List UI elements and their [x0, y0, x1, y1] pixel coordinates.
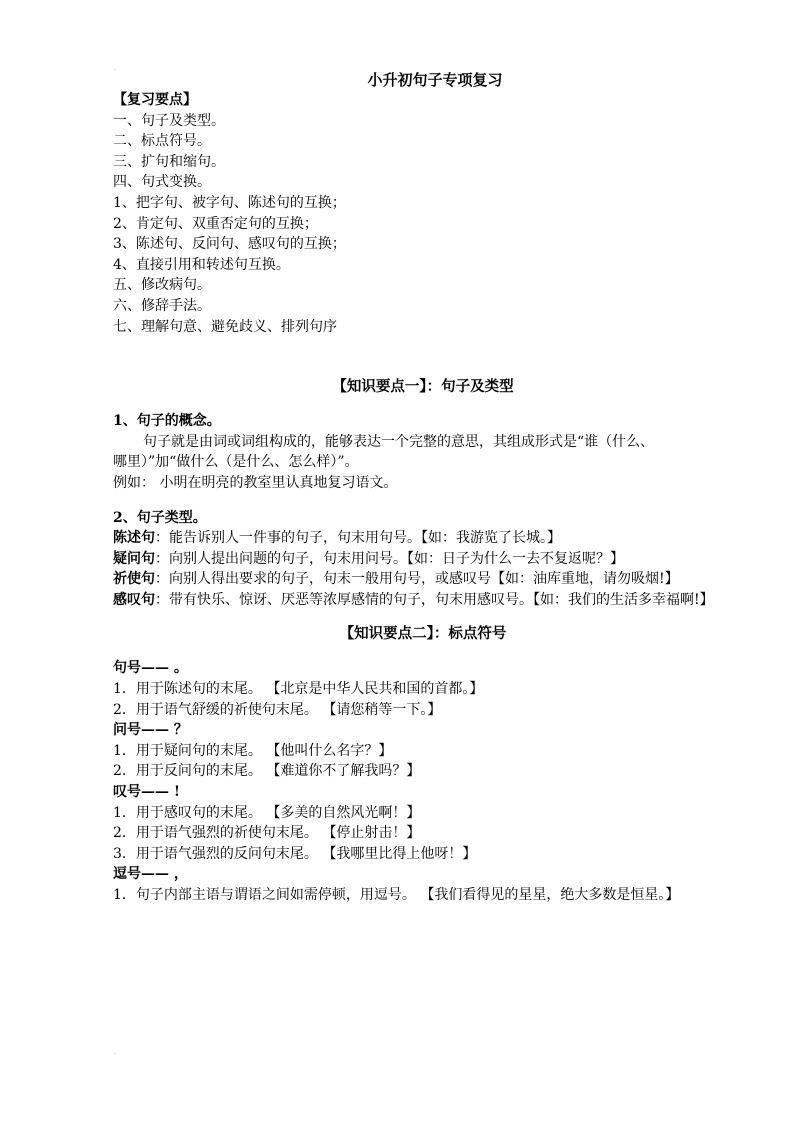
sentence-type-term: 感叹句: [113, 591, 155, 608]
document-title: 小升初句子专项复习: [367, 71, 503, 89]
page-corner-mark: .: [114, 1049, 116, 1056]
punctuation-name: 问号—— ？: [113, 722, 188, 739]
review-section: [113, 90, 733, 337]
punctuation-usage: 1．用于感叹句的末尾。 【多美的自然风光啊！】: [113, 804, 421, 821]
review-item: 4、直接引用和转述句互换。: [113, 256, 290, 273]
punctuation-name: 叹号—— !: [113, 784, 181, 801]
types-title: 2、句子类型。: [113, 509, 207, 526]
review-heading: 【复习要点】: [113, 92, 197, 108]
sentence-type-desc: ：向别人提出问题的句子，句末用问号。【如：日子为什么一去不复返呢？】: [155, 550, 624, 567]
sentence-type-term: 祈使句: [113, 571, 155, 588]
section-heading: 【知识要点一】：句子及类型: [332, 378, 514, 396]
punctuation-usage: 2．用于语气舒缓的祈使句末尾。 【请您稍等一下。】: [113, 701, 442, 718]
sentence-type-term: 陈述句: [113, 530, 155, 547]
review-item: 一、句子及类型。: [113, 112, 225, 129]
section-heading: 【知识要点二】：标点符号: [339, 625, 507, 643]
sentence-type-item: [113, 569, 733, 590]
punctuation-name: 逗号—— ，: [113, 866, 188, 883]
sentence-type-item: [113, 528, 733, 549]
document-page: [113, 70, 733, 906]
page-corner-mark: .: [114, 65, 116, 72]
review-item: 四、句式变换。: [113, 174, 211, 191]
review-item: 3、陈述句、反问句、感叹句的互换；: [113, 236, 346, 253]
sentence-type-desc: ：能告诉别人一件事的句子，句末用句号。【如：我游览了长城。】: [155, 530, 561, 547]
sentence-type-desc: ：带有快乐、惊讶、厌恶等浓厚感情的句子，句末用感叹号。【如：我们的生活多幸福啊!】: [155, 591, 714, 608]
review-item: 三、扩句和缩句。: [113, 153, 225, 170]
punctuation-usage: 3．用于语气强烈的反问句末尾。 【我哪里比得上他呀！】: [113, 845, 477, 862]
review-item: 七、理解句意、避免歧义、排列句序: [113, 318, 337, 335]
concept-text: 哪里）”加“做什么（是什么、怎么样）”。: [113, 454, 359, 471]
punctuation-usage: 1．用于疑问句的末尾。 【他叫什么名字？】: [113, 742, 393, 759]
review-item: 1、把字句、被字句、陈述句的互换；: [113, 194, 346, 211]
sentence-type-item: [113, 549, 733, 570]
punctuation-usage: 1．用于陈述句的末尾。 【北京是中华人民共和国的首都。】: [113, 681, 484, 698]
section-punctuation: [113, 624, 733, 905]
review-item: 二、标点符号。: [113, 133, 211, 150]
concept-example: 例如： 小明在明亮的教室里认真地复习语文。: [113, 474, 398, 491]
sentence-type-term: 疑问句: [113, 550, 155, 567]
review-item: 2、肯定句、双重否定句的互换；: [113, 215, 318, 232]
sentence-type-desc: ：向别人得出要求的句子，句末一般用句号，或感叹号【如：油库重地，请勿吸烟!】: [155, 571, 679, 588]
punctuation-usage: 2．用于语气强烈的祈使句末尾。 【停止射击！】: [113, 825, 421, 842]
punctuation-usage: 1．句子内部主语与谓语之间如需停顿，用逗号。 【我们看得见的星星，绝大多数是恒星。】: [113, 887, 680, 903]
section-sentence-types: [113, 377, 733, 610]
concept-text: 句子就是由词或词组构成的，能够表达一个完整的意思，其组成形式是“谁（什么、: [143, 433, 655, 450]
punctuation-usage: 2．用于反问句的末尾。 【难道你不了解我吗？】: [113, 763, 421, 780]
concept-title: 1、句子的概念。: [113, 413, 221, 430]
sentence-type-item: [113, 590, 733, 611]
review-item: 六、修辞手法。: [113, 297, 211, 314]
punctuation-name: 句号—— 。: [113, 660, 188, 677]
review-item: 五、修改病句。: [113, 277, 211, 294]
